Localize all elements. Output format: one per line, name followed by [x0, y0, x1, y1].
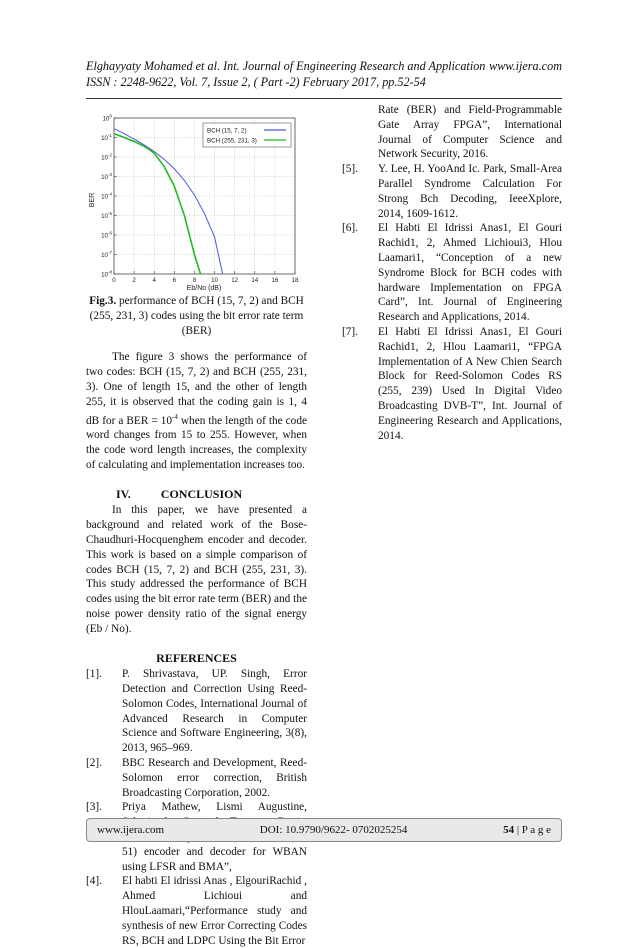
x-tick-label: 14: [251, 277, 259, 284]
y-tick-label: $10^{-3}$: [101, 172, 112, 181]
page-header: [86, 58, 562, 90]
reference-number: [2].: [86, 757, 102, 770]
footer-doi[interactable]: DOI: 10.9790/9622- 0702025254: [259, 824, 408, 836]
reference-item: [86, 667, 307, 756]
reference-item: [86, 874, 307, 948]
page-number: 54: [503, 824, 515, 836]
x-tick-label: 16: [271, 277, 279, 284]
figure-caption: [86, 294, 307, 338]
x-tick-label: 2: [132, 277, 136, 284]
reference-number: [5].: [342, 163, 358, 176]
section-number: IV.: [116, 486, 131, 501]
reference-text: El Habti El Idrissi Anas1, El Gouri Rachid1, 2, Ahmed Lichioui3, Hlou Laamari1, “Conception of a new Syndrome Block for BCH codes with hardware Implementation on FPGA Card”, Int. Journal of Engineering Research and Applications, 2014.: [378, 222, 562, 324]
y-tick-label: $10^{-1}$: [101, 133, 112, 142]
y-tick-label: $10^{-7}$: [101, 250, 112, 259]
footer-page-number: [503, 824, 551, 836]
reference-number: [1].: [86, 668, 102, 681]
reference-text: El habti El idrissi Anas , ElgouriRachid , Ahmed Lichioui and HlouLaamari,“Performance study and synthesis of new Error Correcting Codes RS, BCH and LDPC Using the Bit Error: [122, 875, 307, 947]
conclusion-paragraph: In this paper, we have presented a background and related work of the Bose-Chaudhuri-Hocquenghem encoder and decoder. This work is based on a simple comparison of codes BCH (15, 7, 2) and BCH (255, 231, 3). This study addressed the performance of BCH codes using the bit error rate term (BER) and the noise power density ratio of the signal energy (Eb / No).: [86, 504, 307, 635]
figure-3-chart: [86, 112, 307, 294]
chart-legend: [203, 123, 291, 147]
y-axis-label: BER: [89, 192, 96, 208]
y-tick-label: $10^{-8}$: [101, 269, 112, 279]
reference-number: [7].: [342, 325, 358, 338]
reference-number: [3].: [86, 801, 102, 814]
section-title: CONCLUSION: [160, 486, 243, 501]
y-tick-label: $10^{-5}$: [101, 211, 112, 220]
reference-item: [342, 162, 562, 221]
x-tick-label: 18: [291, 277, 299, 284]
legend-label-bch-15: BCH (15, 7, 2): [207, 127, 247, 135]
results-paragraph: [86, 350, 307, 472]
x-axis-label: Eb/No (dB): [186, 285, 222, 292]
reference-text: BBC Research and Development, Reed-Solomon error correction, British Broadcasting Corporation, 2002.: [122, 757, 307, 799]
footer-website[interactable]: www.ijera.com: [97, 824, 165, 836]
x-tick-label: 8: [192, 277, 197, 284]
reference-item: [342, 221, 562, 325]
issn-line: ISSN : 2248-9622, Vol. 7, Issue 2, ( Part -2) February 2017, pp.52-54: [86, 75, 426, 89]
x-tick-label: 10: [211, 277, 219, 284]
page-footer: [86, 818, 562, 842]
results-exponent: -4: [172, 412, 178, 421]
reference-text: Rate (BER) and Field-Programmable Gate Array FPGA”, International Journal of Computer Science and Network Security, 2016.: [378, 104, 562, 161]
journal-citation: Elghayyaty Mohamed et al. Int. Journal of Engineering Research and Application: [86, 59, 486, 73]
figure-caption-text: performance of BCH (15, 7, 2) and BCH (255, 231, 3) codes using the bit error rate term (BER): [89, 295, 304, 337]
reference-item: [342, 103, 562, 162]
reference-text: P. Shrivastava, UP. Singh, Error Detection and Correction Using Reed-Solomon Codes, International Journal of Advanced Research in Computer Science and Software Engineering, 3(8), 2013, 965–969.: [122, 668, 307, 755]
right-column: [342, 103, 562, 443]
x-tick-label: 6: [172, 277, 177, 284]
journal-website[interactable]: www.ijera.com: [489, 59, 562, 73]
results-text-b: when the length of the code word changes from 15 to 255. However, when the code word length increases, the complexity of calculating and implementation increases too.: [86, 414, 307, 471]
reference-number: [4].: [86, 875, 102, 888]
figure-label: Fig.3.: [89, 295, 117, 307]
references-list-right: [342, 103, 562, 443]
references-heading: REFERENCES: [156, 650, 237, 665]
y-tick-label: $10^0$: [102, 113, 112, 123]
header-divider: [86, 98, 562, 99]
reference-text: Y. Lee, H. YooAnd Ic. Park, Small-Area Parallel Syndrome Calculation For Strong Bch Decoding, IeeeXplore, 2014, 1609-1612.: [378, 163, 562, 220]
y-tick-label: $10^{-6}$: [101, 230, 112, 240]
reference-number: [342, 103, 378, 162]
conclusion-heading: [86, 487, 307, 502]
y-tick-label: $10^{-4}$: [101, 191, 112, 201]
x-tick-label: 4: [152, 277, 156, 284]
reference-item: [342, 325, 562, 443]
x-tick-label: 0: [112, 277, 116, 284]
ber-chart-svg: [86, 112, 307, 294]
y-tick-label: $10^{-2}$: [101, 152, 112, 162]
results-text-a: The figure 3 shows the performance of two codes: BCH (15, 7, 2) and BCH (255, 231, 3). One of length 15, and the other of length 255, it is observed that the coding gain is 1, 4 dB for a BER = 10: [86, 351, 307, 427]
reference-text: El Habti El Idrissi Anas1, El Gouri Rachid1, 2, Hlou Laamari1, “FPGA Implementation of A New Chien Search Block for Reed-Solomon Codes RS (255, 239) Used In Digital Video Broadcasting DVB-T”, Int. Journal of Engineering Research and Applications, 2014.: [378, 325, 562, 442]
legend-label-bch-255: BCH (255, 231, 3): [207, 137, 257, 145]
page-label: | P a g e: [514, 824, 551, 836]
x-tick-label: 12: [231, 277, 239, 284]
reference-number: [6].: [342, 222, 358, 235]
reference-item: [86, 756, 307, 800]
references-list-left: [86, 667, 307, 948]
reference-text: Priya Mathew, Lismi Augustine, 51) encoder and decoder for WBAN using LFSR and BMA”,: [122, 801, 307, 873]
